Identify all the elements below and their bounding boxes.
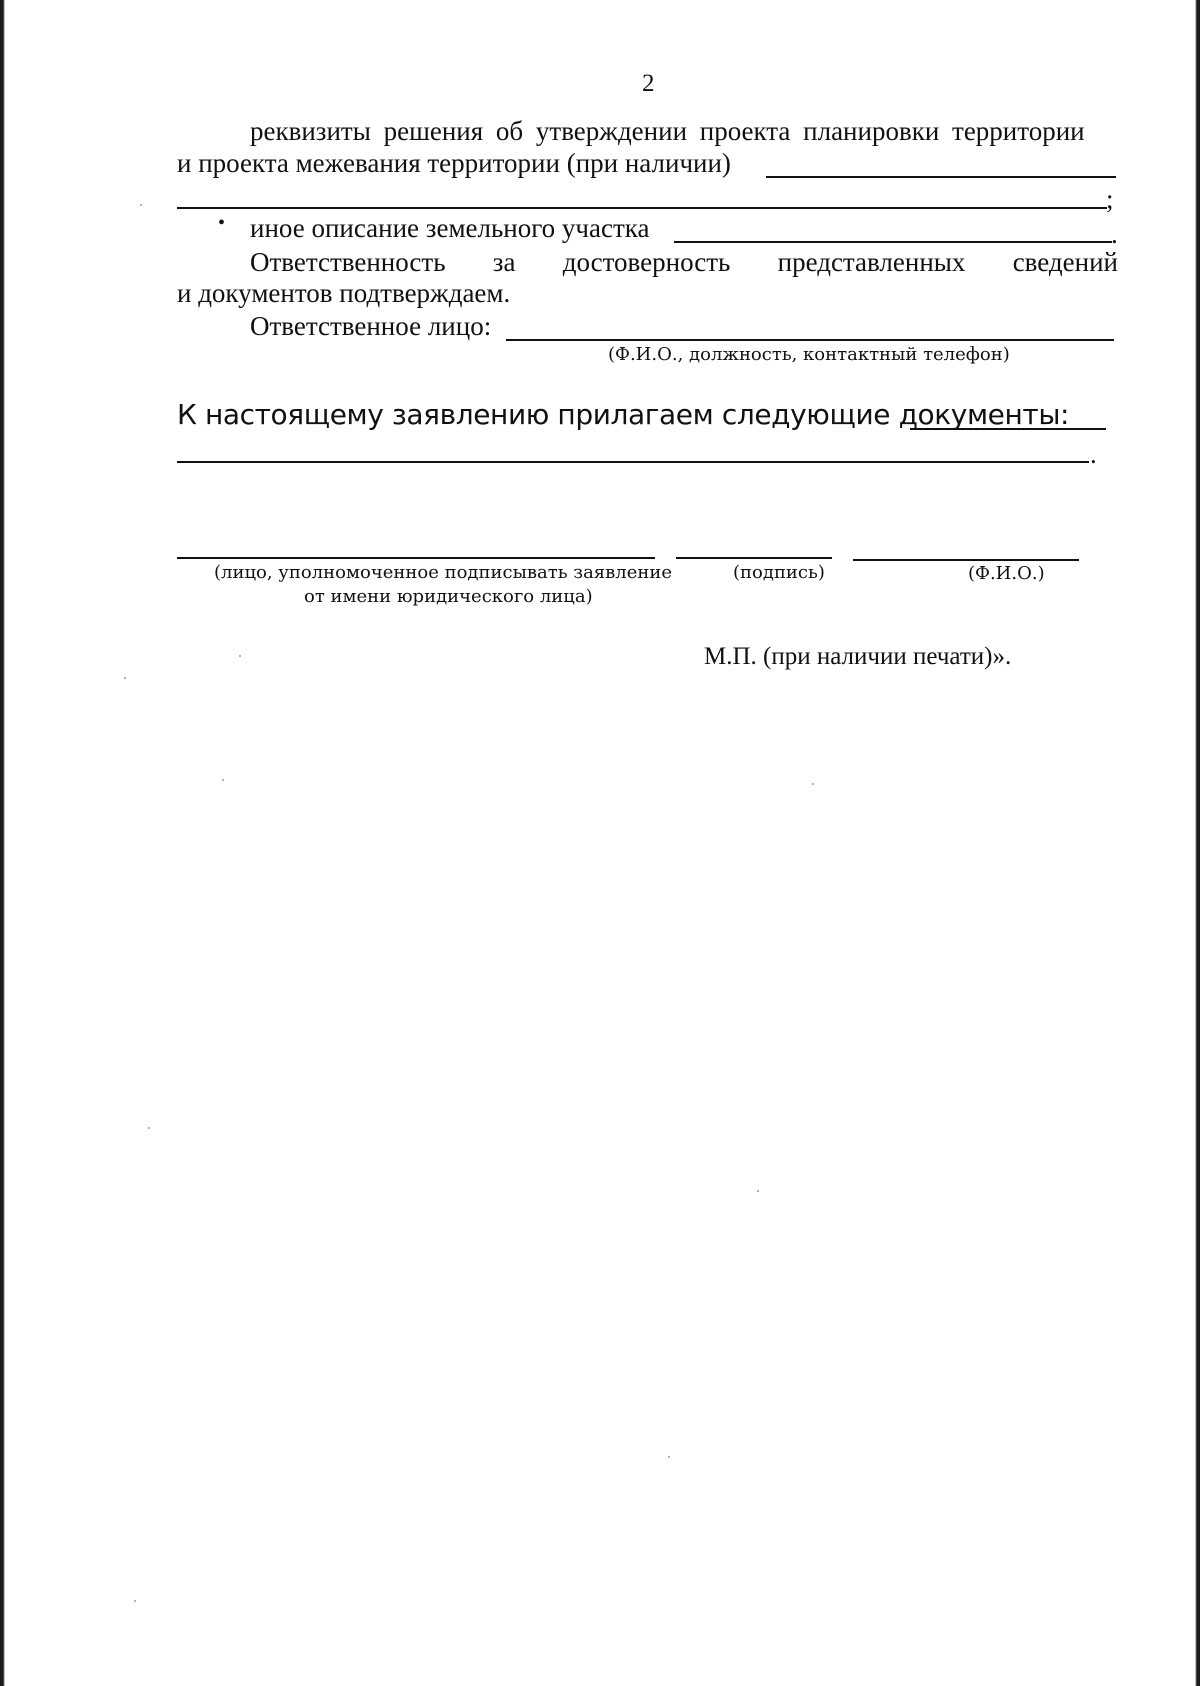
name-blank [853, 559, 1079, 561]
responsibility-word-5: сведений [1012, 247, 1118, 277]
scan-speck [124, 677, 126, 679]
scan-speck [148, 1127, 150, 1129]
scan-edge-left [0, 0, 5, 1686]
responsible-person-blank [506, 339, 1114, 341]
responsibility-line-2: и документов подтверждаем. [177, 278, 511, 308]
other-description-label: иное описание земельного участка [250, 213, 650, 243]
authorized-person-caption-line-2: от имени юридического лица) [304, 586, 593, 607]
responsibility-word-1: Ответственность [250, 247, 446, 277]
attachments-end-mark: . [1090, 439, 1097, 469]
scan-speck [222, 779, 224, 781]
stamp-note: М.П. (при наличии печати)». [704, 643, 1012, 670]
signature-blank [676, 557, 832, 559]
requisites-line-1-text: реквизиты решения об утверждении проекта планировки территории [250, 116, 1085, 146]
scan-speck [812, 783, 814, 785]
attachments-label: К настоящему заявлению прилагаем следующие документы: [177, 398, 1070, 431]
bullet-icon: • [218, 212, 226, 234]
scan-speck [134, 1600, 136, 1602]
scan-speck [757, 1190, 759, 1192]
other-description-blank [674, 241, 1112, 243]
responsibility-line-1 [250, 249, 1118, 276]
responsibility-word-4: представленных [777, 247, 966, 277]
responsible-person-label: Ответственное лицо: [250, 311, 492, 341]
name-caption: (Ф.И.О.) [968, 563, 1045, 584]
scan-edge-right [1195, 0, 1200, 1686]
requisites-end-mark: ; [1106, 184, 1114, 214]
requisites-line-1 [250, 118, 1118, 145]
signature-caption: (подпись) [733, 562, 825, 583]
responsibility-word-2: за [492, 247, 516, 277]
requisites-line-2: и проекта межевания территории (при наличии) [177, 148, 731, 178]
scan-speck [239, 655, 241, 657]
authorized-person-blank [177, 557, 655, 559]
other-description-end-mark: . [1111, 219, 1118, 249]
attachments-blank-1 [910, 428, 1106, 430]
scan-speck [668, 1456, 670, 1458]
responsible-person-caption: (Ф.И.О., должность, контактный телефон) [608, 344, 1010, 365]
attachments-blank-2 [177, 461, 1089, 463]
page-number: 2 [642, 70, 655, 97]
scan-speck [140, 204, 142, 206]
requisites-blank-1 [766, 176, 1116, 178]
responsibility-word-3: достоверность [562, 247, 731, 277]
authorized-person-caption-line-1: (лицо, уполномоченное подписывать заявление [214, 562, 673, 583]
requisites-blank-2 [177, 207, 1107, 209]
